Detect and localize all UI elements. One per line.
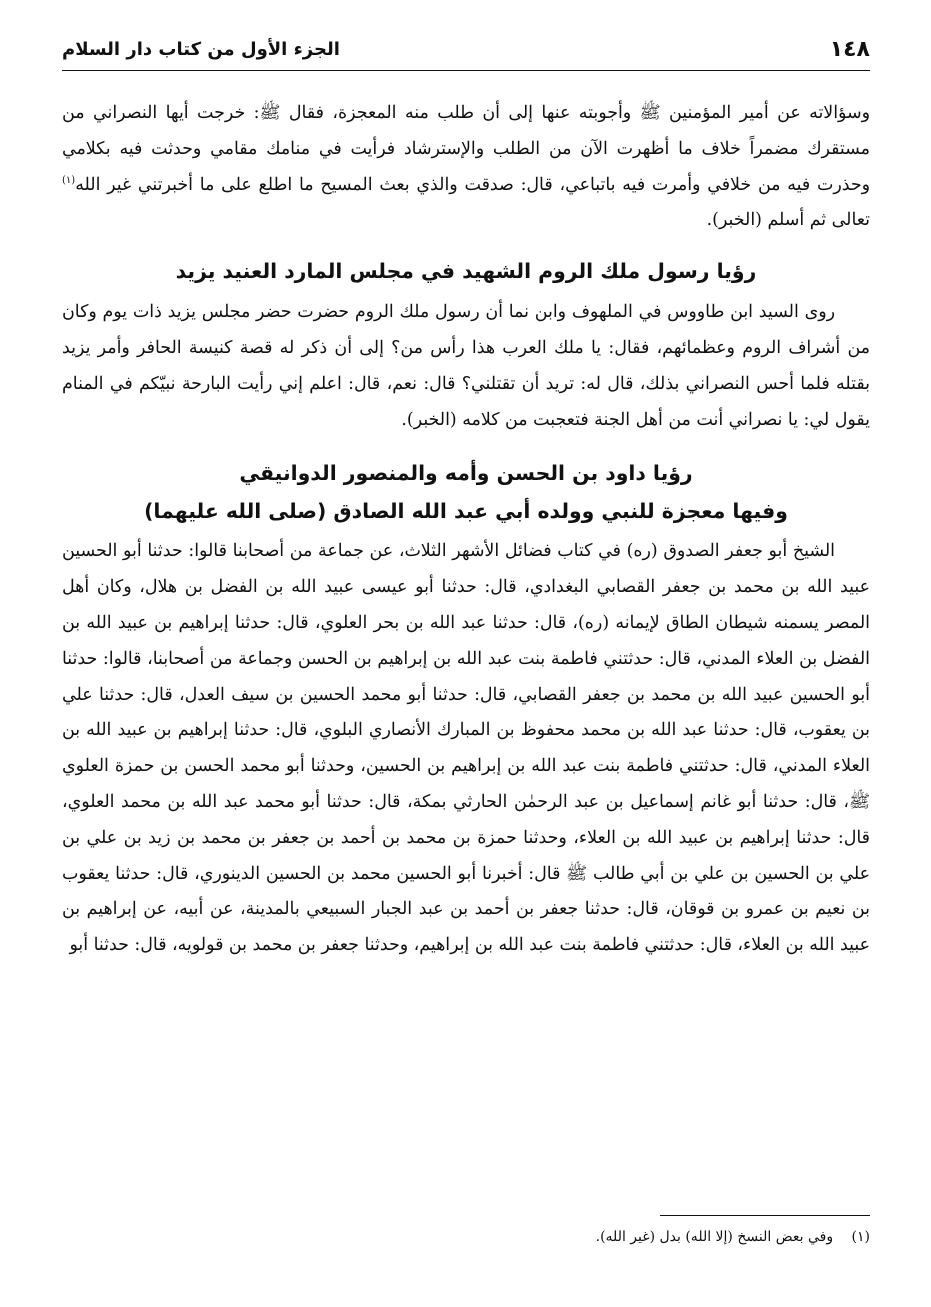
roman-messenger-paragraph: روى السيد ابن طاووس في الملهوف وابن نما أن رسول ملك الروم حضرت حضر مجلس يزيد ذات يوم وكان من أشراف الروم وعظمائهم، فقال: يا ملك العرب هذا رأس من؟ إلى أن ذكر له قصة كنيسة الحافر وأمر يزيد بقتله فلما أحس النصراني بذلك، قال له: تريد أن تقتلني؟ قال: نعم، قال: اعلم إني رأيت البارحة نبيّكم في المنام يقول لي: يا نصراني أنت من أهل الجنة فتعجبت من كلامه (الخبر). — [62, 302, 870, 430]
opening-paragraph-ending: تعالى ثم أسلم (الخبر). — [706, 210, 870, 231]
book-title: الجزء الأول من كتاب دار السلام — [62, 39, 340, 60]
section-heading-dawud-line-1: رؤيا داود بن الحسن وأمه والمنصور الدوانيقي — [239, 461, 693, 486]
opening-paragraph — [62, 96, 870, 239]
footnote-divider — [660, 1215, 870, 1216]
footnote-number: (١) — [851, 1229, 870, 1245]
narration-chain-paragraph: الشيخ أبو جعفر الصدوق (ره) في كتاب فضائل الأشهر الثلاث، عن جماعة من أصحابنا قالوا: حدثنا أبو الحسين عبيد الله بن محمد بن جعفر القصابي البغدادي، قال: حدثنا أبو عيسى عبيد الله بن الفضل بن هلال، وكان أهل المصر يسمنه شيطان الطاق لإيمانه (ره)، قال: حدثنا عبد الله بن بحر العلوي، قال: حدثنا إبراهيم بن عبيد الله بن الفضل بن العلاء المدني، قال: حدثتني فاطمة بنت عبد الله بن إبراهيم بن الحسن وجماعة من أصحابنا، قالوا: حدثنا أبو الحسين عبيد الله بن محمد بن جعفر القصابي، قال: حدثنا أبو محمد الحسين بن سيف العدل، قال: حدثنا علي بن يعقوب، قال: حدثنا عبد الله بن محمد محفوظ بن المبارك الأنصاري البلوي، قال: حدثنا إبراهيم بن عبيد الله بن العلاء المدني، قال: حدثتني فاطمة بنت عبد الله بن إبراهيم بن الحسين، وحدثنا أبو محمد الحسن بن حمزة العلوي ﷺ، قال: حدثنا أبو غانم إسماعيل بن عبد الرحمٰن الحارثي بمكة، قال: حدثنا أبو محمد عبد الله بن محمد العلوي، قال: حدثنا إبراهيم بن عبيد الله بن العلاء، وحدثنا حمزة بن محمد بن أحمد بن جعفر بن محمد بن زيد بن علي بن علي بن الحسين بن علي بن أبي طالب ﷺ قال: أخبرنا أبو الحسين محمد بن الحسين الدينوري، قال: حدثنا يعقوب بن نعيم بن عمرو بن قوقان، قال: حدثنا جعفر بن أحمد بن عبد الجبار السبيعي بالمدينة، عن أبيه، عن إبراهيم بن عبيد الله بن العلاء، قال: حدثتني فاطمة بنت عبد الله بن إبراهيم، وحدثنا جعفر بن محمد بن قولويه، قال: حدثنا أبو — [62, 541, 870, 956]
footnote — [596, 1226, 870, 1248]
footnote-marker: (١) — [62, 174, 76, 186]
book-page — [62, 30, 870, 1280]
section-heading-roman-messenger: رؤيا رسول ملك الروم الشهيد في مجلس المارد العنيد يزيد — [175, 259, 757, 284]
section-heading-dawud-line-2: وفيها معجزة للنبي وولده أبي عبد الله الصادق (صلى الله عليهما) — [144, 499, 788, 524]
running-header — [62, 30, 870, 71]
footnote-text: وفي بعض النسخ (إلا الله) بدل (غير الله). — [595, 1229, 834, 1245]
page-number: ١٤٨ — [829, 37, 870, 62]
opening-paragraph-text: وسؤالاته عن أمير المؤمنين ﷺ وأجوبته عنها إلى أن طلب منه المعجزة، فقال ﷺ: خرجت أيها النصراني من مستقرك مضمراً خلاف ما أظهرت الآن من الطلب والإسترشاد فرأيت في منامك مقامي وحدثت فيه بكلامي وحذرت فيه من خلافي وأمرت فيه باتباعي، قال: صدقت والذي بعث المسيح ما اطلع على ما أخبرتني غير الله — [62, 103, 871, 195]
